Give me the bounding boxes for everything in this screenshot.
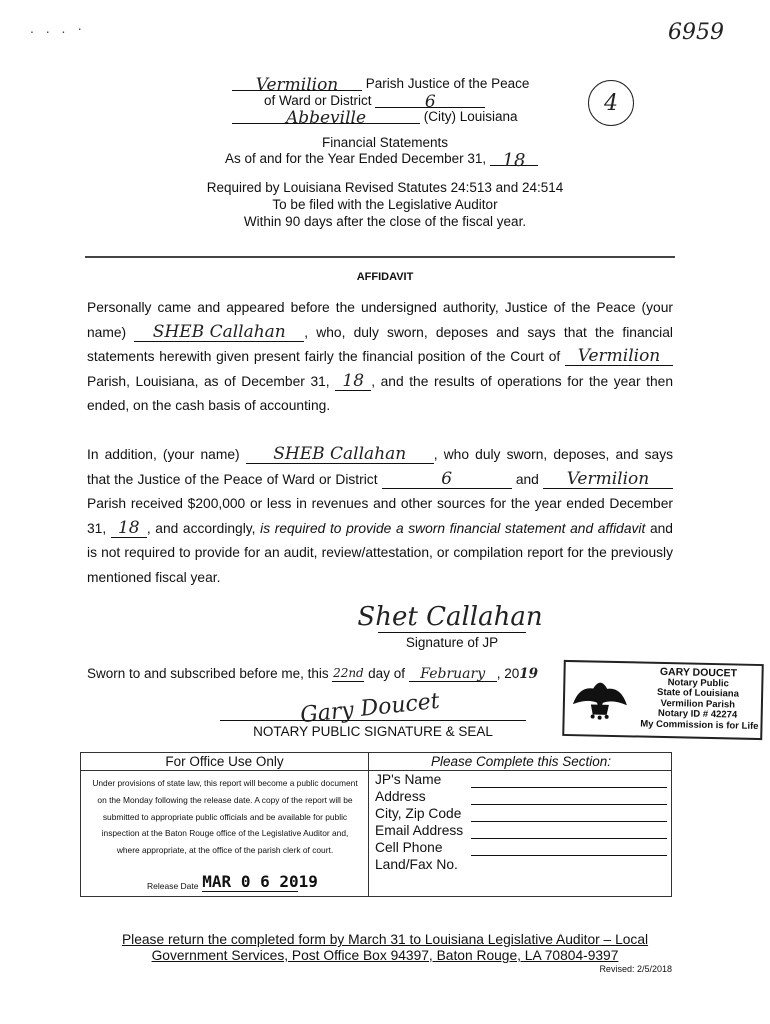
stamp-title: Notary Public [667, 676, 729, 689]
stamp-text-block [640, 665, 759, 732]
office-use-text: Under provisions of state law, this report will become a public document on the Monday following the release date. A copy of the report will be submitted to appropriate public officials and be available for public inspection at the Baton Rouge office of the Legislative Auditor and, where appropriate, at the office of the parish clerk of court. [92, 778, 358, 856]
field-input-cell-phone[interactable] [471, 840, 667, 856]
circled-number-value: 4 [604, 91, 618, 116]
p2-ward-field[interactable]: 6 [382, 470, 512, 489]
stamp-state: State of Louisiana [656, 686, 740, 700]
jp-signature[interactable]: Shet Callahan [357, 602, 543, 632]
notary-signature[interactable]: Gary Doucet [299, 688, 441, 729]
field-input-address[interactable] [471, 789, 667, 805]
city-value[interactable]: Abbeville [232, 108, 420, 124]
field-row-jp-name [375, 772, 667, 789]
sworn-text-c: , 20 [496, 666, 520, 681]
field-input-jp-name[interactable] [471, 772, 667, 788]
header-city-line [232, 108, 518, 128]
ward-value[interactable]: 6 [375, 92, 485, 108]
field-row-city-zip [375, 806, 667, 823]
document-id: 6959 [668, 20, 724, 45]
p1-name-field[interactable]: SHEB Callahan [134, 323, 304, 342]
field-row-cell-phone [375, 840, 667, 857]
parish-label: Parish Justice of the Peace [365, 76, 530, 91]
sworn-month-field[interactable]: February [409, 666, 497, 682]
office-use-box [80, 752, 672, 897]
footer-line-2: Government Services, Post Office Box 94397, Baton Rouge, LA 70804-9397 [151, 948, 619, 963]
affidavit-paragraph-2 [87, 443, 673, 591]
header-parish-line [232, 75, 530, 95]
jp-signature-line [378, 632, 526, 633]
year-label: As of and for the Year Ended December 31, [225, 151, 487, 166]
sworn-text-a: Sworn to and subscribed before me, this [87, 666, 329, 681]
stamp-notary-id: Notary ID # 42274 [657, 707, 738, 721]
field-input-city-zip[interactable] [471, 806, 667, 822]
sworn-year-field[interactable]: 19 [519, 666, 539, 682]
field-label-email: Email Address [375, 822, 464, 838]
fs-title: Financial Statements [321, 135, 449, 150]
circled-number [588, 80, 634, 126]
p2-parish-field[interactable]: Vermilion [543, 470, 673, 489]
p2-text-e: , and accordingly, [146, 520, 256, 536]
jp-signature-label: Signature of JP [405, 635, 499, 650]
p1-year-field[interactable]: 18 [335, 372, 371, 391]
p2-text-a: In addition, (your name) [87, 447, 240, 462]
notary-signature-line [220, 720, 526, 721]
p1-court-field[interactable]: Vermilion [565, 347, 673, 366]
required-line-2: To be filed with the Legislative Auditor [272, 197, 498, 212]
header-ward-line [264, 92, 485, 112]
field-label-jp-name: JP's Name [375, 772, 442, 787]
p1-text-d: , and the results of operations for the year then ended, on the cash basis of accounting. [87, 373, 673, 414]
complete-section-fields [375, 772, 667, 873]
p2-text-b: , who duly sworn, deposes, and says that the Justice of the Peace of Ward or District [87, 447, 673, 487]
notary-signature-label: NOTARY PUBLIC SIGNATURE & SEAL [253, 724, 493, 739]
box-header-rule [81, 770, 671, 771]
affidavit-paragraph-1 [87, 296, 673, 419]
required-line-3: Within 90 days after the close of the fiscal year. [243, 214, 527, 229]
p2-text-f: and is not required to provide for an audit, review/attestation, or compilation report for the previously mentioned fiscal year. [87, 520, 673, 585]
sworn-line [87, 666, 538, 682]
city-label: (City) Louisiana [423, 109, 518, 124]
p2-text-d: Parish received $200,000 or less in revenues and other sources for the year ended December 31, [87, 496, 673, 536]
p1-text-a: Personally came and appeared before the undersigned authority, Justice of the Peace (your name) [87, 300, 673, 340]
field-label-address: Address [375, 788, 426, 804]
required-line-1: Required by Louisiana Revised Statutes 24:513 and 24:514 [206, 180, 564, 195]
year-line [225, 150, 538, 171]
ward-label: of Ward or District [264, 93, 372, 108]
office-use-title: For Office Use Only [165, 754, 284, 769]
stamp-commission: My Commission is for Life [640, 718, 759, 732]
box-divider [368, 753, 369, 896]
field-label-land-fax: Land/Fax No. [375, 856, 458, 872]
stamp-name: GARY DOUCET [659, 665, 738, 680]
notary-seal-stamp [562, 660, 764, 740]
pelican-seal-icon [569, 674, 632, 723]
affidavit-title: AFFIDAVIT [356, 271, 414, 283]
stamp-parish: Vermilion Parish [660, 697, 736, 711]
field-row-email [375, 823, 667, 840]
complete-section-title: Please Complete this Section: [430, 754, 612, 769]
revised-date: Revised: 2/5/2018 [599, 964, 672, 974]
field-row-land-fax [375, 857, 667, 874]
p2-name-field[interactable]: SHEB Callahan [246, 445, 434, 464]
p2-text-c: and [515, 471, 539, 487]
release-date-row [147, 872, 318, 892]
footer-line-1: Please return the completed form by March 31 to Louisiana Legislative Auditor – Local [121, 932, 649, 947]
p2-italic-text: is required to provide a sworn financial statement and affidavit [260, 520, 646, 536]
field-label-cell-phone: Cell Phone [375, 839, 443, 855]
p1-text-c: Parish, Louisiana, as of December 31, [87, 373, 330, 389]
field-row-address [375, 789, 667, 806]
sworn-text-b: day of [368, 666, 405, 681]
header-divider [85, 256, 675, 258]
release-date-label: Release Date [147, 881, 199, 891]
p1-text-b: , who, duly sworn, deposes and says that the financial statements herewith given present fairly the financial position of the Court of [87, 324, 673, 365]
year-value[interactable]: 18 [490, 150, 538, 166]
p2-year-field[interactable]: 18 [111, 519, 147, 538]
release-date-value: MAR 0 6 2019 [202, 872, 318, 891]
parish-value[interactable]: Vermilion [232, 75, 362, 91]
corner-marks: . . . · [30, 20, 86, 36]
field-input-email[interactable] [471, 823, 667, 839]
sworn-day-field[interactable]: 22nd [333, 666, 364, 680]
field-label-city-zip: City, Zip Code [375, 805, 462, 821]
